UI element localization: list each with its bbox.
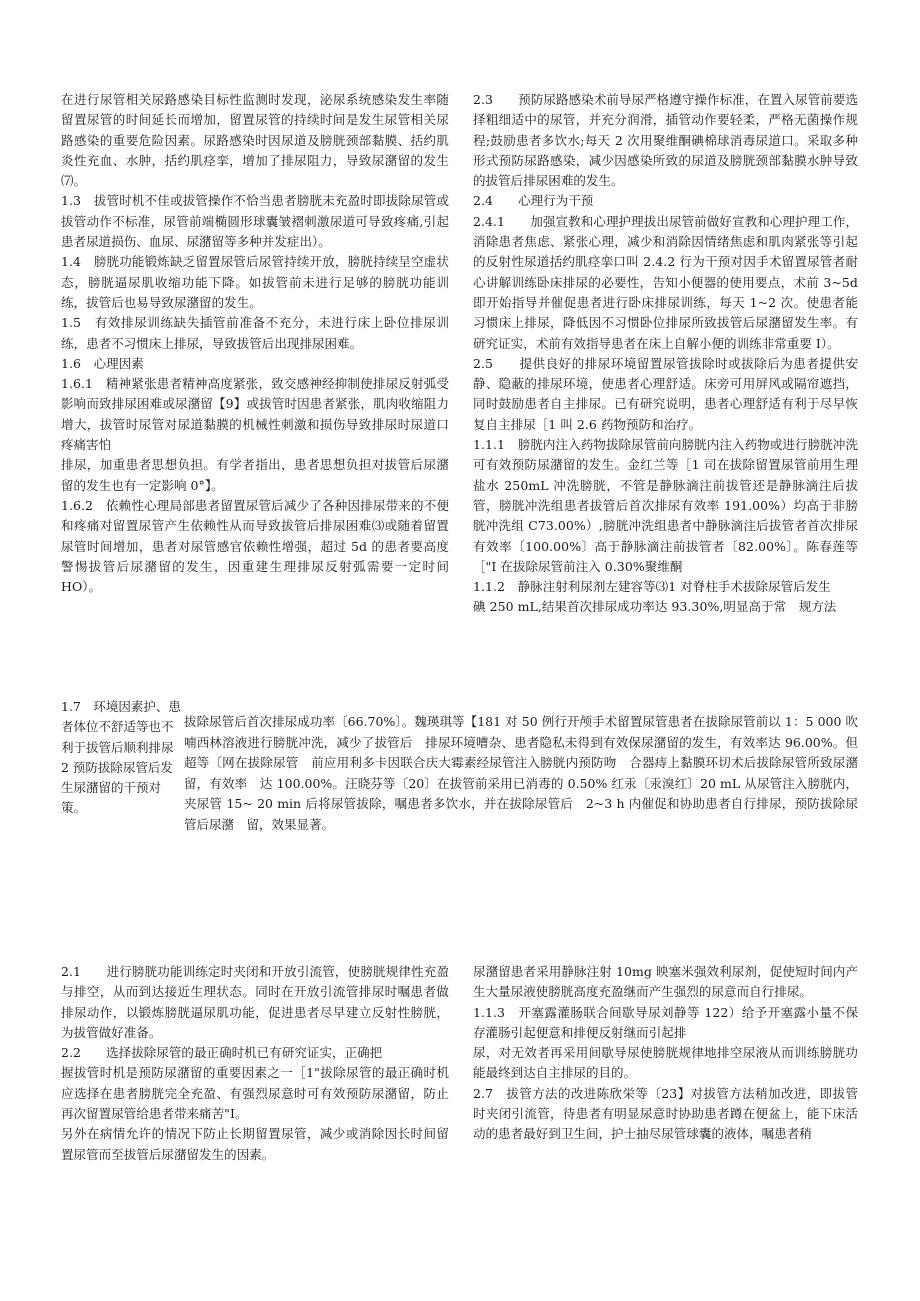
section-heading: 2.4 心理行为干预: [473, 193, 594, 209]
paragraph: 2.5 提供良好的排尿环境留置尿管拔除时或拔除后为患者提供安静、隐蔽的排尿环境，使患者心理舒适。床旁可用屏风或隔帘遮挡，同时鼓励患者自主排尿。已有研究说明，患者心理舒适有利于尽早恢复自主排尿［1 叫 2.6 药物预防和治疗。: [473, 355, 858, 432]
side-note: [61, 697, 183, 819]
column-top-right: [473, 90, 858, 618]
section-heading: 1.6 心理因素: [61, 355, 144, 371]
paragraph: 1.6.1 精神紧张患者精神高度紧张，致交感神经抑制使排尿反射弧受影响而致排尿困难或尿潴留【9】或拔管时因患者紧张，肌肉收缩阻力增大，拔管时尿管对尿道黏膜的机械性刺激和损伤导致排尿时尿道口疼痛害怕: [61, 376, 449, 453]
paragraph: 1.1.3 开塞露灌肠联合间歇导尿刘静等 122）给予开塞露小量不保存灌肠引起便意和排便反射继而引起排: [473, 1004, 858, 1040]
paragraph: 1.1.2 静脉注射利尿剂左建容等⑶1 对脊柱手术拔除尿管后发生: [473, 579, 831, 595]
column-bottom-left: [61, 962, 449, 1165]
paragraph: 碘 250 mL,结果首次排尿成功率达 93.30%,明显高于常 规方法: [473, 599, 837, 615]
paragraph: 另外在病情允许的情况下防止长期留置尿管，减少或消除因长时间留置尿管而至拔管后尿潴留发生的因素。: [61, 1126, 449, 1162]
paragraph: 2.7 拔管方法的改进陈欣栄等〔23】对拔管方法稍加改进，即拔管时夹闭引流管，待患者有明显尿意时协助患者蹲在便盆上，能下床活动的患者最好到卫生间，护士抽尽尿管球囊的液体，嘱患者稍: [473, 1085, 858, 1142]
paragraph: 2.3 预防尿路感染术前导尿严格遵守操作标准，在置入尿管前要选择粗细适中的尿管，并充分润滑，插管动作要轻柔，严格无菌操作规程;鼓励患者多饮水;每天 2 次用聚维酮碘棉球消毒尿道口。采取多种形式预防尿路感染，减少因感染所致的尿道及膀胱颈部黏膜水肿导致的拔管后排尿困难的发生。: [473, 92, 858, 189]
paragraph: 在进行尿管相关尿路感染目标性监测时发现，泌尿系统感染发生率随留置尿管的时间延长而增加，留置尿管的持续时间是发生尿管相关尿路感染的重要危险因素。尿路感染时因尿道及膀胱颈部黏膜、括约肌炎性充血、水肿，括约肌痉挛，增加了排尿阻力，导致尿潴留的发生⑺。: [61, 92, 449, 189]
side-note-text: 2 预防拔除尿管后发生尿潴留的干预对策。: [61, 759, 173, 816]
paragraph: 排尿，加重患者思想负担。有学者指出，患者思想负担对拔管后尿潴留的发生也有一定影响 0°】。: [61, 457, 449, 493]
paragraph: 2.2 选择拔除尿管的最正确时机已有研究证实，正确把: [61, 1045, 383, 1061]
column-top-left: [61, 90, 449, 597]
column-bottom-right: [473, 962, 858, 1145]
paragraph: 1.3 拔管时机不佳或拔管操作不恰当患者膀胱未充盈时即拔除尿管或拔管动作不标准，尿管前端椭圆形球囊皱褶刺激尿道可导致疼痛,引起患者尿道损伤、血尿、尿潴留等多种并发症出）。: [61, 193, 449, 250]
paragraph: 1.5 有效排尿训练缺失插管前准备不充分，未进行床上卧位排尿训练，患者不习惯床上排尿，导致拔管后出现排尿困难。: [61, 315, 449, 351]
paragraph: 尿潴留患者采用静脉注射 10mg 映塞米强效利尿剂，促使短时间内产生大量尿液使膀胱高度充盈继而产生强烈的尿意而自行排尿。: [473, 964, 858, 1000]
middle-paragraph-block: [184, 712, 858, 836]
side-note-text: 1.7 环境因素护、患者体位不舒适等也不利于拔管后顺利排尿: [61, 699, 181, 755]
paragraph: 1.1.1 膀胱内注入药物拔除尿管前向膀胱内注入药物或进行膀胱冲洗可有效预防尿潴留的发生。金红兰等［1 司在拔除留置尿管前用生理盐水 250mL 冲洗膀胱，不管是静脉滴注前拔管还是静脉滴注后拔管，膀胱冲洗组患者拔管后首次排尿有效率 191.00%）均高于非膀胱冲洗组 C73.00%）,膀胱冲洗组患者中静脉滴注后拔管者首次排尿有效率〔100.00%〕高于静脉滴注前拔管者〔82.00%〕。陈春莲等［"I 在拔除尿管前注入 0.30%聚维酮: [473, 437, 858, 574]
paragraph: 2.1 进行膀胱功能训练定时夹闭和开放引流管，使膀胱规律性充盈与排空，从而到达接近生理状态。同时在开放引流管排尿时嘱患者做排尿动作，以锻炼膀胱逼尿肌功能，促进患者尽早建立反射性膀胱，为拔管做好准备。: [61, 964, 449, 1040]
paragraph: 握拔管时机是预防尿潴留的重要因素之一［1"拔除尿管的最正确时机应选择在患者膀胱完全充盈、有强烈尿意时可有效预防尿潴留，防止再次留置尿管给患者带来痛苦"I。: [61, 1065, 449, 1122]
paragraph: 2.4.1 加强宣教和心理护理拔出尿管前做好宣教和心理护理工作，消除患者焦虑、紧张心理，减少和消除因情绪焦虑和肌肉紧张等引起的反射性尿道括约肌痉挛口叫 2.4.2 行为干预对因手术留置尿管者耐心讲解训练卧床排尿的必要性，告知小便器的使用要点，术前 3~5d 即开始指导并催促患者进行卧床排尿训练，每天 1~2 次。使患者能习惯床上排尿，降低因不习惯卧位排尿所致拔管后尿潴留发生率。有研究证实，术前有效指导患者在床上自解小便的训练非常重要 I）。: [473, 213, 858, 351]
paragraph: 尿，对无效者再采用间歇导尿使膀胱规律地排空尿液从而训练膀胱功能最终到达自主排尿的目的。: [473, 1045, 858, 1081]
paragraph: 1.6.2 依赖性心理局部患者留置尿管后减少了各种因排尿带来的不便和疼痛对留置尿管产生依赖性从而导致拔管后排尿困难⑶或随着留置尿管时间增加，患者对尿管感官依赖性增强，超过 5d 的患者要高度警惕拔管后尿潴留的发生，因重建生理排尿反射弧需要一定时间 HO）。: [61, 497, 449, 595]
paragraph: 1.4 膀胱功能锻炼缺乏留置尿管后尿管持续开放，膀胱持续呈空虚状态，膀胱逼尿肌收缩功能下降。如拔管前未进行足够的膀胱功能训练，拔管后也易导致尿潴留的发生。: [61, 254, 449, 310]
paragraph: 拔除尿管后首次排尿成功率〔66.70%〕。魏瑛琪等【181 对 50 例行开颅手术留置尿管患者在拔除尿管前以 1：5 000 吹喃西林溶液进行膀胱冲洗，减少了拔管后 排尿环境嘈杂、患者隐私未得到有效保尿潴留的发生，有效率达 96.00%。但超等〔网在拔除尿管 前应用利多卡因联合庆大霉素经尿管注入膀胱内预防吻 合器痔上黏膜环切术后拔除尿管所致尿潴留，有效率 达 100.00%。汪晓芬等〔20〕在拔管前采用已消毒的 0.50% 红汞〔汞溴红〕20 mL 从尿管注入膀胱内，夹尿管 15~ 20 min 后将尿管拔除，嘱患者多饮水，并在拔除尿管后 2~3 h 内催促和协助患者自行排尿，预防拔除尿管后尿潴 留，效果显著。: [184, 714, 858, 832]
